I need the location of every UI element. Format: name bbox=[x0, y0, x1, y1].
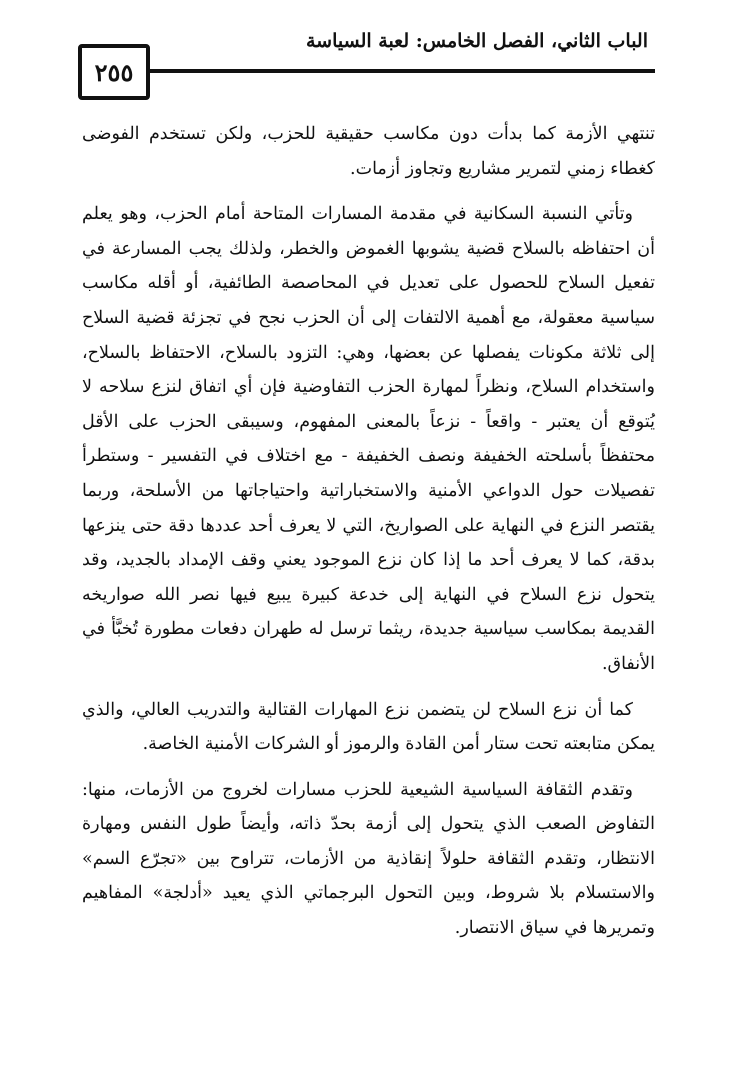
header-rule bbox=[150, 69, 655, 73]
page-number: ٢٥٥ bbox=[78, 44, 150, 100]
paragraph-3: كما أن نزع السلاح لن يتضمن نزع المهارات القتالية والتدريب العالي، والذي يمكن متابعته تحت ستار أمن القادة والرموز أو الشركات الأمنية الخاصة. bbox=[82, 699, 655, 755]
body-text bbox=[82, 117, 655, 957]
paragraph-4: وتقدم الثقافة السياسية الشيعية للحزب مسارات لخروج من الأزمات، منها: التفاوض الصعب الذي يتحول إلى أزمة بحدّ ذاته، وأيضاً طول النفس ومهارة الانتظار، وتقدم الثقافة حلولاً إنقاذية من الأزمات، تتراوح بين «تجرّع السم» والاستسلام بلا شروط، وبين التحول البرجماتي الذي يعيد «أدلجة» المفاهيم وتمريرها في سياق الانتصار. bbox=[82, 779, 655, 939]
paragraph-1: تنتهي الأزمة كما بدأت دون مكاسب حقيقية للحزب، ولكن تستخدم الفوضى كغطاء زمني لتمرير مشاريع وتجاوز أزمات. bbox=[82, 124, 655, 179]
running-header-title: الباب الثاني، الفصل الخامس: لعبة السياسة bbox=[306, 30, 648, 52]
paragraph-2: وتأتي النسبة السكانية في مقدمة المسارات المتاحة أمام الحزب، وهو يعلم أن احتفاظه بالسلاح قضية يشوبها الغموض والخطر، ولذلك يجب المسارعة في تفعيل السلاح للحصول على تعديل في المحاصصة الطائفية، أو أقله مكاسب سياسية معقولة، مع أهمية الالتفات إلى أن الحزب نجح في تجزئة قضية السلاح إلى ثلاثة مكونات يفصلها عن بعضها، وهي: التزود بالسلاح، الاحتفاظ بالسلاح، واستخدام السلاح، ونظراً لمهارة الحزب التفاوضية فإن أي اتفاق لنزع سلاحه لا يُتوقع أن يعتبر - واقعاً - نزعاً بالمعنى المفهوم، وسيبقى الحزب على الأقل محتفظاً بأسلحته الخفيفة ونصف الخفيفة - مع اختلاف في التفسير - وستطرأ تفصيلات حول الدواعي الأمنية والاستخباراتية واحتياجاتها من الأسلحة، وربما يقتصر النزع في النهاية على الصواريخ، التي لا يعرف أحد عددها دقة حتى ينزعها بدقة، كما لا يعرف أحد ما إذا كان نزع الموجود يعني وقف الإمداد بالجديد، وقد يتحول نزع السلاح في النهاية إلى خدعة كبيرة يبيع فيها نصر الله صواريخه القديمة بمكاسب سياسية جديدة، ريثما ترسل له طهران دفعات مطورة تُخبَّأ في الأنفاق. bbox=[82, 204, 655, 674]
